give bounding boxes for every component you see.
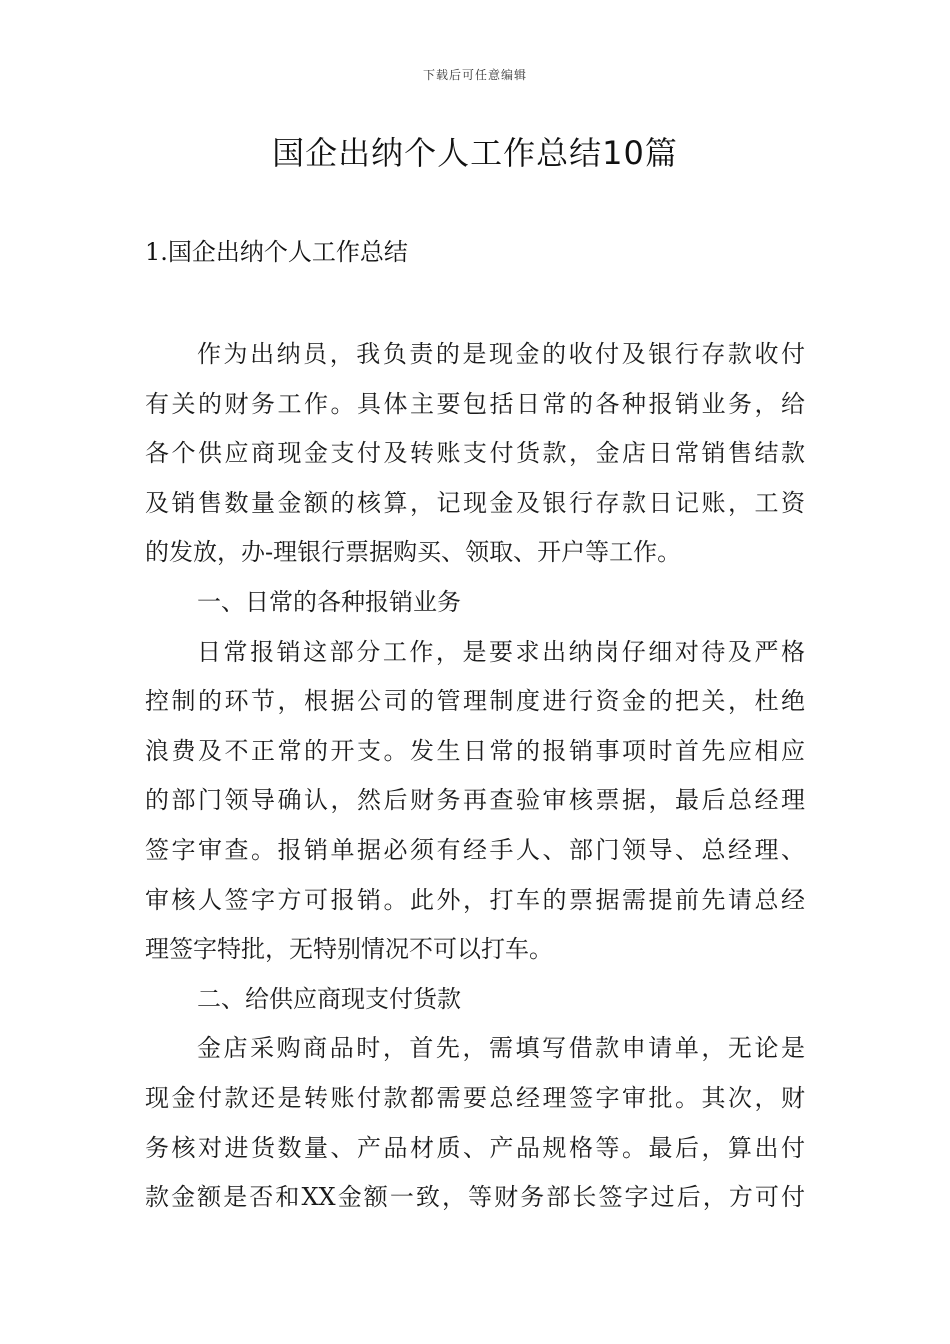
section-title: 1.国企出纳个人工作总结 [145,238,408,266]
text-line: 日常报销这部分工作，是要求出纳岗仔细对待及严格 [197,637,805,666]
text-line: 及销售数量金额的核算，记现金及银行存款日记账，工资 [145,488,805,517]
text-line: 理签字特批，无特别情况不可以打车。 [145,935,553,964]
header-note: 下载后可任意编辑 [422,68,527,82]
text-line: 各个供应商现金支付及转账支付货款，金店日常销售结款 [145,439,805,468]
text-line: 有关的财务工作。具体主要包括日常的各种报销业务，给 [145,389,805,418]
text-line: 的部门领导确认，然后财务再查验审核票据，最后总经理 [145,786,805,815]
text-line: 签字审查。报销单据必须有经手人、部门领导、总经理、 [145,835,805,864]
text-line: 务核对进货数量、产品材质、产品规格等。最后，算出付 [145,1133,805,1162]
text-line: 作为出纳员，我负责的是现金的收付及银行存款收付 [197,340,805,368]
subheading: 二、给供应商现支付货款 [197,984,461,1013]
text-line: 审核人签字方可报销。此外，打车的票据需提前先请总经 [145,885,805,914]
text-line: 现金付款还是转账付款都需要总经理签字审批。其次，财 [145,1083,805,1112]
subheading: 一、日常的各种报销业务 [197,587,461,616]
body-text [145,330,805,1223]
document-title: 国企出纳个人工作总结10篇 [272,134,678,172]
text-line: 的发放，办-理银行票据购买、领取、开户等工作。 [145,538,682,567]
text-line: 控制的环节，根据公司的管理制度进行资金的把关，杜绝 [145,687,805,716]
text-line: 金店采购商品时，首先，需填写借款申请单，无论是 [197,1034,805,1063]
text-line: 浪费及不正常的开支。发生日常的报销事项时首先应相应 [145,736,805,765]
text-line: 款金额是否和XX金额一致，等财务部长签字过后，方可付 [145,1183,805,1212]
